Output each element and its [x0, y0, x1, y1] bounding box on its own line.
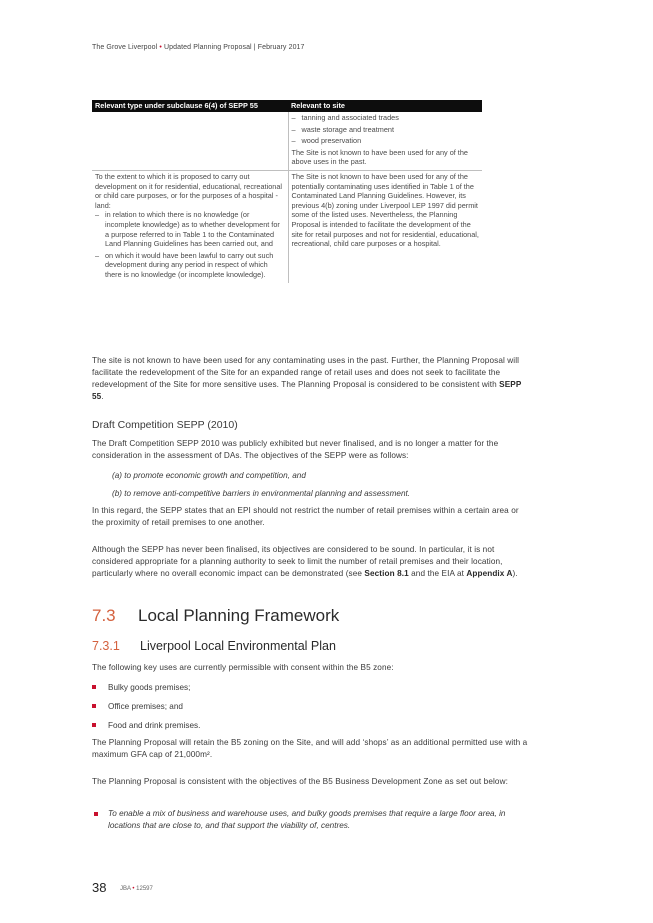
paragraph-end: ).: [512, 568, 518, 578]
running-header: [92, 44, 305, 51]
paragraph-text: and the EIA at: [408, 568, 467, 578]
section-title: Local Planning Framework: [138, 606, 340, 625]
section-number: 7.3: [92, 606, 116, 625]
bold-ref: SEPP 55: [92, 379, 522, 401]
list-item-text: Food and drink premises.: [108, 721, 201, 730]
sepp55-table: [92, 100, 482, 283]
list-item: – in relation to which there is no knowledge (or incomplete knowledge) as to whether development for a purpose referred to in Table 1 to the Contaminated Land Planning Guidelines has been carried out, and: [95, 210, 285, 248]
bullet-icon: [94, 812, 98, 816]
section-title: Liverpool Local Environmental Plan: [140, 639, 336, 653]
bullet-icon: [92, 704, 96, 708]
table-cell: [288, 170, 482, 282]
bullet-icon: [92, 685, 96, 689]
section-heading-7-3: [92, 606, 339, 626]
list-item: – waste storage and treatment: [292, 125, 480, 135]
subheading-draft-competition: Draft Competition SEPP (2010): [92, 419, 238, 431]
list-item: [92, 683, 190, 692]
table-cell-empty: [92, 112, 288, 170]
paragraph-contamination: [92, 355, 532, 403]
footer-org: JBA: [120, 886, 131, 892]
footer-reference: [120, 886, 153, 892]
table-row: [92, 112, 482, 170]
list-item: – wood preservation: [292, 136, 480, 146]
table-row: [92, 170, 482, 282]
section-number: 7.3.1: [92, 639, 120, 653]
page-number: 38: [92, 880, 107, 895]
list-item: – on which it would have been lawful to carry out such development during any period in respect of which there is no knowledge (or incomplete knowledge).: [95, 251, 285, 280]
paragraph-text: The site is not known to have been used for any contaminating uses in the past. Further, the Planning Proposal will facilitate the redevelopment of the Site for an expanded range of retail uses and does not seek to facilitate the redevelopment of the Site for more sensitive uses. The Planning Proposal is considered to be consistent with: [92, 356, 520, 389]
list-item-text: To enable a mix of business and warehouse uses, and bulky goods premises that require a large floor area, in locations that are close to, and that support the viability of, centres.: [108, 809, 506, 830]
paragraph-regard: In this regard, the SEPP states that an EPI should not restrict the number of retail premises within a certain area or the proximity of retail premises to one another.: [92, 506, 519, 527]
bold-ref: Section 8.1: [364, 568, 409, 578]
paragraph-finalised: [92, 544, 532, 580]
list-item-text: Office premises; and: [108, 702, 183, 711]
bold-ref: Appendix A: [466, 568, 513, 578]
list-item: [92, 702, 183, 711]
table-cell: [92, 170, 288, 282]
list-item-text: Bulky goods premises;: [108, 683, 191, 692]
paragraph-draft-sepp: The Draft Competition SEPP 2010 was publicly exhibited but never finalised, and is no longer a matter for the consideration in the assessment of DAs. The objectives of the SEPP were as follows:: [92, 439, 499, 460]
section-heading-7-3-1: [92, 639, 336, 653]
bullet-icon: [92, 723, 96, 727]
paragraph-permissible: The following key uses are currently permissible with consent within the B5 zone:: [92, 663, 394, 672]
table-header-relevance: Relevant to site: [288, 100, 482, 112]
table-cell: [288, 112, 482, 170]
footer-ref-number: 12597: [136, 886, 153, 892]
list-item: – tanning and associated trades: [292, 113, 480, 123]
table-header-row: [92, 100, 482, 112]
paragraph-text: Although the SEPP has never been finalised, its objectives are considered to be sound. In particular, it is not considered appropriate for a planning authority to seek to limit the number of retail premises and their location, particularly where no overall economic impact can be demonstrated (see: [92, 545, 503, 578]
header-title: The Grove Liverpool: [92, 44, 158, 51]
cell-note: The Site is not known to have been used for any of the above uses in the past.: [291, 147, 468, 167]
paragraph-end: .: [101, 391, 104, 401]
quote-objective-b: (b) to remove anti-competitive barriers in environmental planning and assessment.: [112, 489, 411, 498]
cell-intro: To the extent to which it is proposed to carry out development on it for residential, educational, recreational or child care purposes, or for the purposes of a hospital - land:: [95, 171, 282, 210]
header-subtitle: Updated Planning Proposal | February 2017: [163, 44, 305, 51]
footer-separator: •: [132, 886, 135, 892]
paragraph-retain-b5: The Planning Proposal will retain the B5 zoning on the Site, and will add ‘shops’ as an additional permitted use with a maximum GFA cap of 21,000m².: [92, 738, 528, 759]
paragraph-objectives: The Planning Proposal is consistent with the objectives of the B5 Business Development Zone as set out below:: [92, 777, 508, 786]
table-header-type: Relevant type under subclause 6(4) of SEPP 55: [92, 100, 288, 112]
quote-objective-a: (a) to promote economic growth and competition, and: [112, 471, 306, 480]
cell-text: The Site is not known to have been used for any of the potentially contaminating uses identified in Table 1 of the Contaminated Land Planning Guidelines. However, its previous 4(b) zoning under Liverpool LEP 1997 did permit some of the listed uses. Nevertheless, the Planning Proposal is intended to facilitate the development of the site for retail purposes and not for residential, educational, recreational, child care purposes or a hospital.: [291, 171, 479, 249]
header-separator: •: [159, 44, 162, 51]
list-item: [92, 808, 532, 832]
list-item: [92, 721, 200, 730]
